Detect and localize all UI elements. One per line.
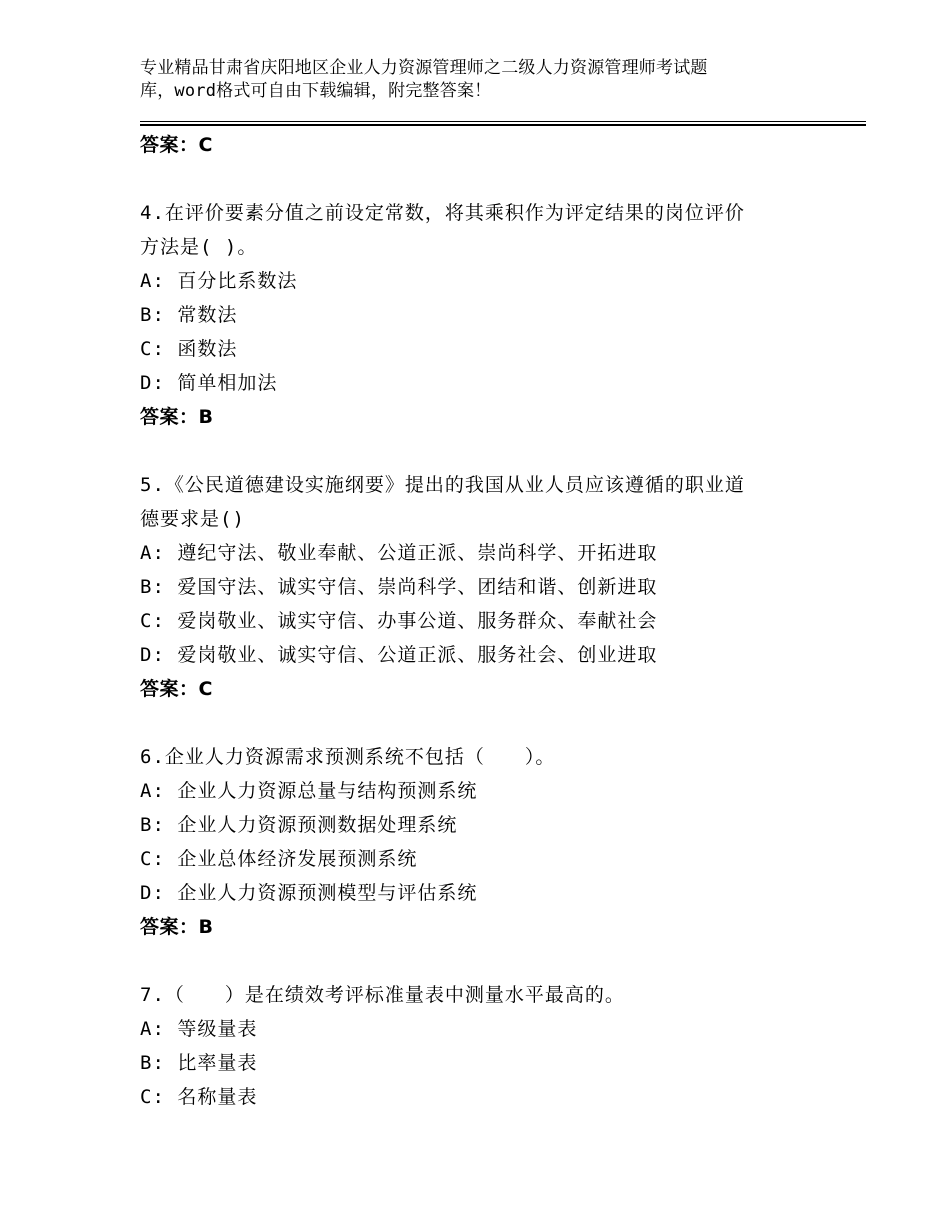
page-header	[140, 57, 780, 103]
question-answer: 答案：C	[140, 678, 213, 700]
question-stem-line-2: 方法是( )。	[140, 236, 258, 258]
question-answer: 答案：B	[140, 916, 214, 938]
option-c: C: 函数法	[140, 338, 238, 360]
question-stem-line-1: 4.在评价要素分值之前设定常数，将其乘积作为评定结果的岗位评价	[140, 202, 745, 224]
header-title-line-2: 库，word格式可自由下载编辑，附完整答案！	[140, 81, 492, 101]
option-d: D: 企业人力资源预测模型与评估系统	[140, 882, 478, 904]
option-b: B: 比率量表	[140, 1052, 258, 1074]
previous-answer: 答案：C	[140, 134, 213, 156]
option-a: A: 遵纪守法、敬业奉献、公道正派、崇尚科学、开拓进取	[140, 542, 658, 564]
question-7	[140, 978, 840, 1114]
option-b: B: 爱国守法、诚实守信、崇尚科学、团结和谐、创新进取	[140, 576, 658, 598]
option-c: C: 企业总体经济发展预测系统	[140, 848, 418, 870]
header-title-line-1: 专业精品甘肃省庆阳地区企业人力资源管理师之二级人力资源管理师考试题	[140, 58, 708, 78]
option-a: A: 等级量表	[140, 1018, 258, 1040]
option-a: A: 百分比系数法	[140, 270, 298, 292]
question-stem-line-1: 7.（ ）是在绩效考评标准量表中测量水平最高的。	[140, 984, 625, 1006]
header-rule-thick	[140, 124, 866, 126]
question-6	[140, 740, 840, 944]
question-stem-line-2: 德要求是()	[140, 508, 245, 530]
option-a: A: 企业人力资源总量与结构预测系统	[140, 780, 478, 802]
question-answer: 答案：B	[140, 406, 214, 428]
option-b: B: 常数法	[140, 304, 238, 326]
option-b: B: 企业人力资源预测数据处理系统	[140, 814, 458, 836]
question-5	[140, 468, 840, 706]
question-list	[140, 128, 840, 1114]
option-d: D: 爱岗敬业、诚实守信、公道正派、服务社会、创业进取	[140, 644, 658, 666]
question-stem-line-1: 6.企业人力资源需求预测系统不包括（ ）。	[140, 746, 556, 768]
header-rule-thin	[140, 121, 866, 122]
option-c: C: 爱岗敬业、诚实守信、办事公道、服务群众、奉献社会	[140, 610, 658, 632]
option-c: C: 名称量表	[140, 1086, 258, 1108]
option-d: D: 简单相加法	[140, 372, 278, 394]
question-4	[140, 196, 840, 434]
question-stem-line-1: 5.《公民道德建设实施纲要》提出的我国从业人员应该遵循的职业道	[140, 474, 745, 496]
